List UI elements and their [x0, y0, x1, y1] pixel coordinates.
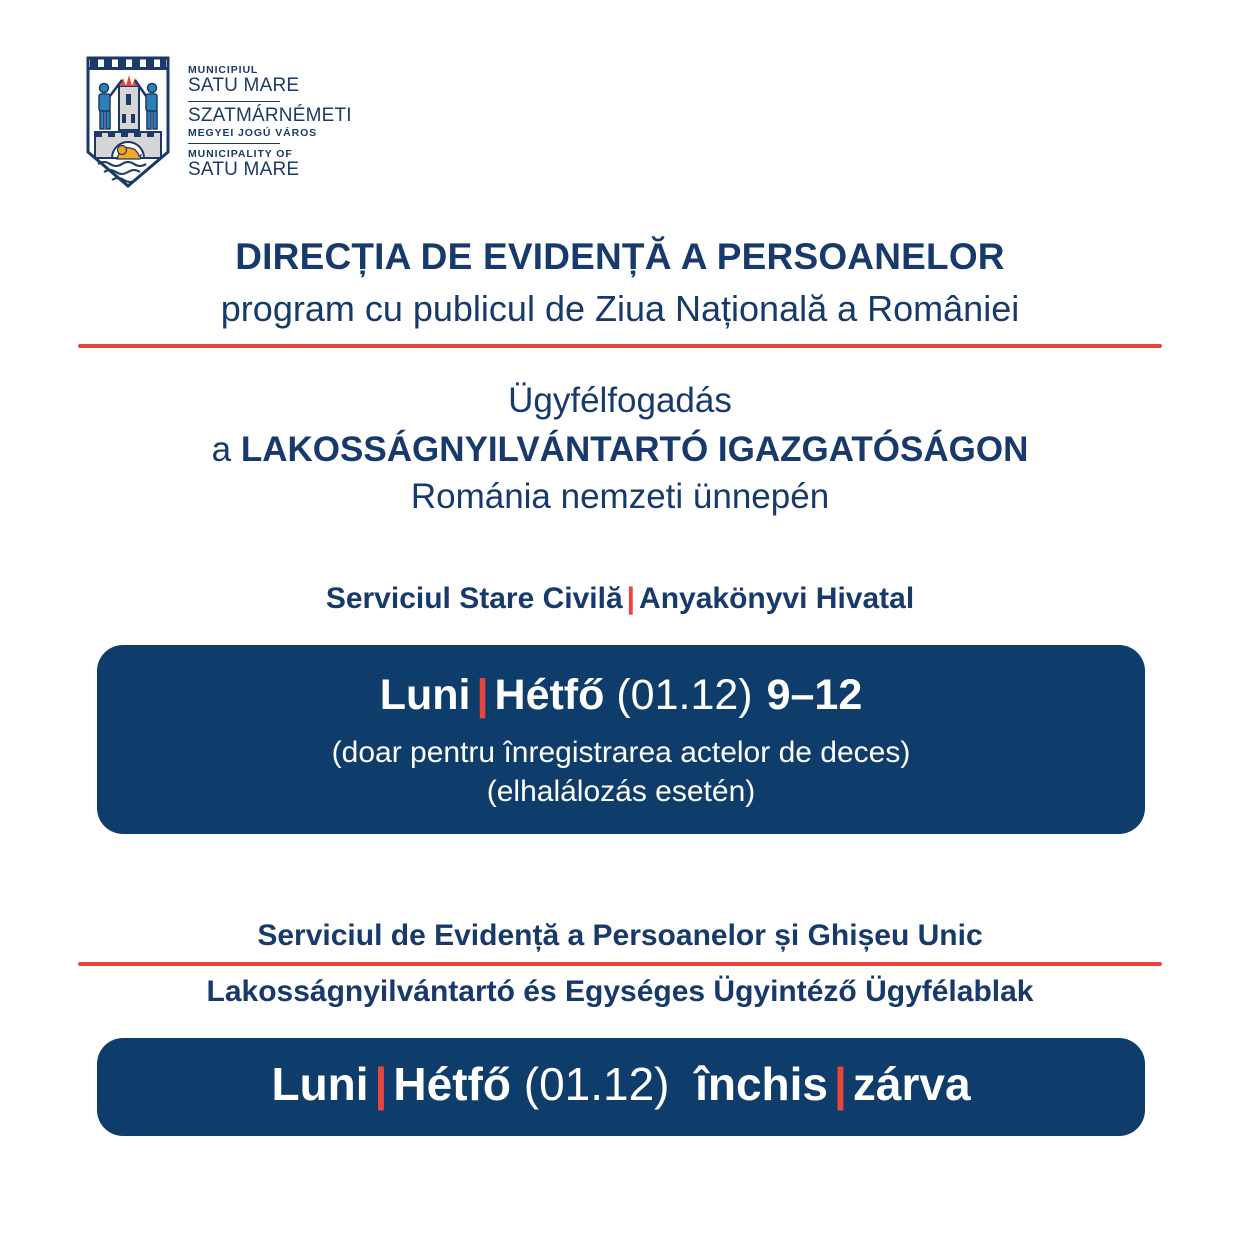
logo-hu-name: SZATMÁRNÉMETI	[188, 105, 352, 127]
logo-divider-2	[188, 143, 280, 145]
logo-divider-1	[188, 101, 280, 103]
divider-top	[78, 344, 1162, 348]
logo-en-label: MUNICIPALITY OF	[188, 148, 293, 161]
divider-section-2	[78, 962, 1162, 966]
card-2-main-line	[97, 1055, 1145, 1114]
hu-line2-strong: LAKOSSÁGNYILVÁNTARTÓ IGAZGATÓSÁGON	[240, 430, 1029, 469]
card-1-day-ro: Luni	[379, 671, 471, 719]
card-2-status-hu: zárva	[852, 1058, 971, 1110]
card-1-hours: 9–12	[766, 671, 863, 719]
card-1-separator: |	[476, 671, 489, 719]
card-2-status-separator: |	[834, 1058, 847, 1110]
page-subtitle-ro: program cu publicul de Ziua Națională a României	[220, 288, 1020, 329]
card-2-date: (01.12)	[523, 1058, 670, 1110]
card-2-day-ro: Luni	[271, 1058, 369, 1110]
section-2-heading-hu: Lakosságnyilvántartó és Egységes Ügyintéző Ügyfélablak	[206, 975, 1034, 1008]
card-1-main-line	[97, 668, 1145, 723]
section-1-heading	[0, 582, 1240, 616]
card-1-day-hu: Hétfő	[494, 671, 605, 719]
card-1-note-hu: (elhalálozás esetén)	[486, 775, 756, 809]
logo-en-name: SATU MARE	[188, 159, 300, 181]
card-1-note-ro: (doar pentru înregistrarea actelor de deces)	[331, 736, 911, 770]
schedule-card-stare-civila	[97, 645, 1145, 834]
city-logo	[82, 52, 352, 192]
logo-ro-name: SATU MARE	[188, 75, 300, 97]
schedule-card-evidenta-persoanelor	[97, 1038, 1145, 1136]
section-1-heading-separator: |	[626, 582, 636, 615]
section-2-heading-ro: Serviciul de Evidență a Persoanelor și Ghișeu Unic	[257, 919, 983, 952]
page-title-ro: DIRECȚIA DE EVIDENȚĂ A PERSOANELOR	[235, 236, 1005, 277]
page-title-hu-line2	[0, 430, 1240, 470]
logo-hu-label: MEGYEI JOGÚ VÁROS	[188, 126, 318, 139]
card-2-separator: |	[374, 1058, 388, 1110]
page-title-hu-line1: Ügyfélfogadás	[508, 381, 732, 420]
card-2-day-hu: Hétfő	[393, 1058, 511, 1110]
hu-line2-prefix: a	[211, 430, 241, 469]
card-1-date: (01.12)	[616, 671, 753, 719]
satu-mare-coat-of-arms-icon	[82, 52, 174, 192]
section-1-heading-ro: Serviciul Stare Civilă	[325, 582, 623, 615]
page-title-hu-line3: Románia nemzeti ünnepén	[410, 477, 830, 516]
section-1-heading-hu: Anyakönyvi Hivatal	[639, 582, 915, 615]
card-2-status-ro: închis	[695, 1058, 828, 1110]
logo-text-block	[188, 52, 352, 181]
logo-ro-label: MUNICIPIUL	[188, 64, 259, 76]
